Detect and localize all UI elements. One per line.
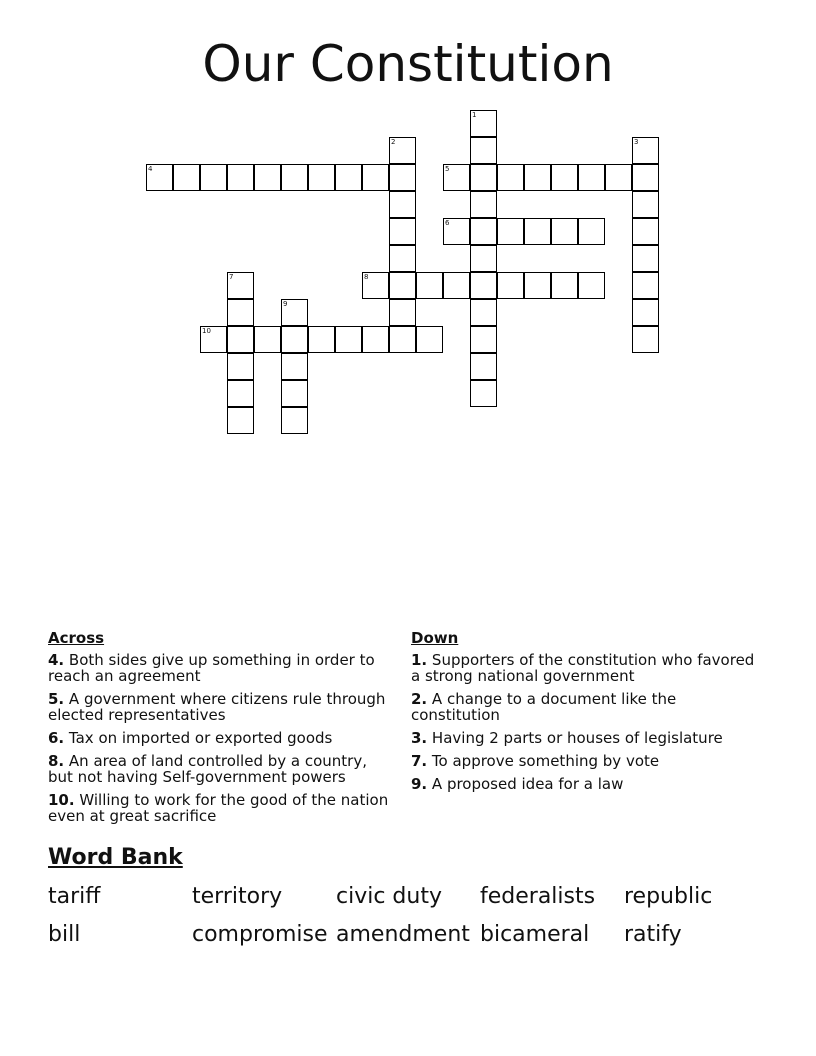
clue-number: 3 bbox=[634, 138, 639, 146]
down-clue: 7. To approve something by vote bbox=[411, 752, 660, 770]
clue-number: 9 bbox=[283, 300, 288, 308]
crossword-cell[interactable] bbox=[173, 164, 200, 191]
crossword-cell[interactable] bbox=[524, 218, 551, 245]
crossword-cell[interactable] bbox=[470, 380, 497, 407]
crossword-cell[interactable] bbox=[443, 164, 470, 191]
crossword-cell[interactable] bbox=[227, 326, 254, 353]
crossword-grid bbox=[0, 0, 816, 460]
crossword-cell[interactable] bbox=[389, 218, 416, 245]
crossword-cell[interactable] bbox=[389, 272, 416, 299]
clue-number: 8 bbox=[364, 273, 369, 281]
crossword-cell[interactable] bbox=[227, 164, 254, 191]
crossword-cell[interactable] bbox=[524, 272, 551, 299]
clue-number: 6 bbox=[445, 219, 450, 227]
down-clue: 2. A change to a document like the constitution bbox=[411, 690, 677, 724]
word-bank-word: tariff bbox=[48, 884, 101, 909]
crossword-cell[interactable] bbox=[632, 245, 659, 272]
crossword-cell[interactable] bbox=[281, 380, 308, 407]
across-clue: 10. Willing to work for the good of the nation even at great sacrifice bbox=[48, 791, 389, 825]
across-clue: 8. An area of land controlled by a country, but not having Self-government powers bbox=[48, 752, 367, 786]
crossword-cell[interactable] bbox=[389, 245, 416, 272]
word-bank-word: republic bbox=[624, 884, 713, 909]
word-bank-word: bill bbox=[48, 922, 81, 947]
crossword-cell[interactable] bbox=[281, 326, 308, 353]
crossword-cell[interactable] bbox=[362, 164, 389, 191]
clue-number: 1 bbox=[472, 111, 477, 119]
crossword-cell[interactable] bbox=[416, 326, 443, 353]
crossword-cell[interactable] bbox=[605, 164, 632, 191]
crossword-cell[interactable] bbox=[254, 164, 281, 191]
word-bank-word: bicameral bbox=[480, 922, 590, 947]
crossword-cell[interactable] bbox=[470, 272, 497, 299]
down-clue: 1. Supporters of the constitution who favored a strong national government bbox=[411, 651, 755, 685]
page-title: Our Constitution bbox=[202, 35, 614, 93]
crossword-cell[interactable] bbox=[281, 407, 308, 434]
crossword-cell[interactable] bbox=[578, 272, 605, 299]
crossword-cell[interactable] bbox=[443, 218, 470, 245]
word-bank-word: civic duty bbox=[336, 884, 442, 909]
crossword-cell[interactable] bbox=[200, 326, 227, 353]
crossword-cell[interactable] bbox=[443, 272, 470, 299]
word-bank-word: amendment bbox=[336, 922, 470, 947]
crossword-cell[interactable] bbox=[497, 272, 524, 299]
crossword-cell[interactable] bbox=[578, 164, 605, 191]
crossword-cell[interactable] bbox=[389, 326, 416, 353]
crossword-cell[interactable] bbox=[632, 326, 659, 353]
crossword-cell[interactable] bbox=[200, 164, 227, 191]
crossword-cell[interactable] bbox=[524, 164, 551, 191]
clue-number: 5 bbox=[445, 165, 450, 173]
crossword-cell[interactable] bbox=[470, 218, 497, 245]
word-bank-title: Word Bank bbox=[48, 845, 183, 870]
word-bank-word: territory bbox=[192, 884, 283, 909]
crossword-cell[interactable] bbox=[389, 164, 416, 191]
crossword-cell[interactable] bbox=[578, 218, 605, 245]
crossword-cell[interactable] bbox=[281, 353, 308, 380]
crossword-cell[interactable] bbox=[227, 353, 254, 380]
crossword-cell[interactable] bbox=[335, 326, 362, 353]
crossword-cell[interactable] bbox=[551, 218, 578, 245]
crossword-cell[interactable] bbox=[227, 272, 254, 299]
word-bank-word: compromise bbox=[192, 922, 328, 947]
across-clues bbox=[48, 630, 393, 831]
down-heading: Down bbox=[411, 629, 459, 647]
crossword-cell[interactable] bbox=[470, 245, 497, 272]
crossword-cell[interactable] bbox=[416, 272, 443, 299]
crossword-cell[interactable] bbox=[632, 299, 659, 326]
crossword-cell[interactable] bbox=[470, 137, 497, 164]
crossword-cell[interactable] bbox=[308, 164, 335, 191]
down-clue: 3. Having 2 parts or houses of legislature bbox=[411, 729, 723, 747]
crossword-cell[interactable] bbox=[632, 164, 659, 191]
crossword-cell[interactable] bbox=[470, 110, 497, 137]
crossword-cell[interactable] bbox=[551, 164, 578, 191]
across-clue: 6. Tax on imported or exported goods bbox=[48, 729, 333, 747]
down-clues bbox=[411, 630, 756, 799]
crossword-cell[interactable] bbox=[389, 299, 416, 326]
crossword-cell[interactable] bbox=[470, 326, 497, 353]
crossword-cell[interactable] bbox=[389, 137, 416, 164]
crossword-cell[interactable] bbox=[497, 218, 524, 245]
crossword-cell[interactable] bbox=[281, 299, 308, 326]
clue-number: 4 bbox=[148, 165, 153, 173]
word-bank-word: federalists bbox=[480, 884, 596, 909]
crossword-cell[interactable] bbox=[281, 164, 308, 191]
crossword-cell[interactable] bbox=[227, 407, 254, 434]
word-bank-word: ratify bbox=[624, 922, 682, 947]
crossword-cell[interactable] bbox=[227, 299, 254, 326]
across-heading: Across bbox=[48, 629, 105, 647]
down-clue: 9. A proposed idea for a law bbox=[411, 775, 624, 793]
crossword-cell[interactable] bbox=[632, 272, 659, 299]
crossword-cell[interactable] bbox=[470, 353, 497, 380]
clue-number: 7 bbox=[229, 273, 234, 281]
crossword-cell[interactable] bbox=[254, 326, 281, 353]
crossword-cell[interactable] bbox=[227, 380, 254, 407]
crossword-cell[interactable] bbox=[335, 164, 362, 191]
across-clue: 4. Both sides give up something in order to reach an agreement bbox=[48, 651, 375, 685]
crossword-cell[interactable] bbox=[389, 191, 416, 218]
crossword-cell[interactable] bbox=[362, 272, 389, 299]
crossword-cell[interactable] bbox=[146, 164, 173, 191]
crossword-cell[interactable] bbox=[632, 137, 659, 164]
crossword-cell[interactable] bbox=[470, 299, 497, 326]
crossword-cell[interactable] bbox=[632, 191, 659, 218]
crossword-cell[interactable] bbox=[551, 272, 578, 299]
clue-number: 10 bbox=[202, 327, 211, 335]
crossword-cell[interactable] bbox=[470, 164, 497, 191]
crossword-cell[interactable] bbox=[362, 326, 389, 353]
crossword-cell[interactable] bbox=[497, 164, 524, 191]
crossword-cell[interactable] bbox=[470, 191, 497, 218]
across-clue: 5. A government where citizens rule through elected representatives bbox=[48, 690, 386, 724]
clue-number: 2 bbox=[391, 138, 396, 146]
crossword-cell[interactable] bbox=[308, 326, 335, 353]
crossword-cell[interactable] bbox=[632, 218, 659, 245]
